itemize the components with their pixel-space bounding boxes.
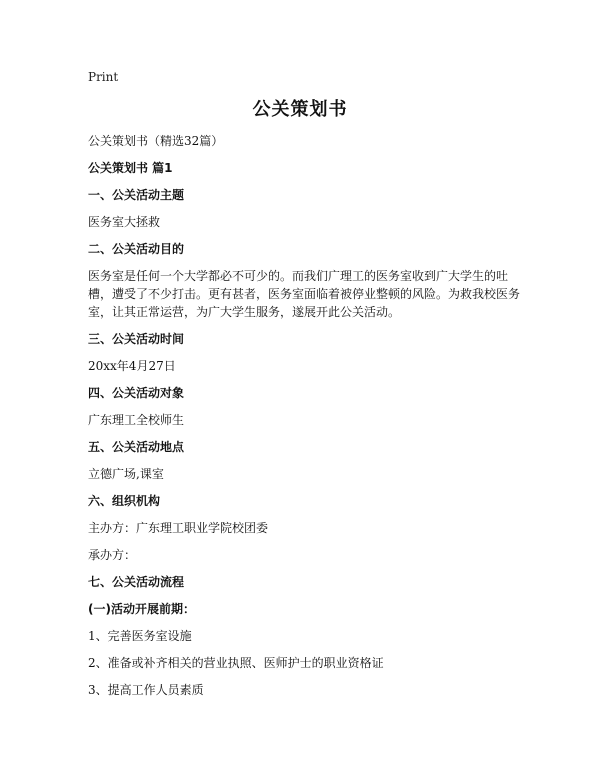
purpose-paragraph: 医务室是任何一个大学都必不可少的。而我们广理工的医务室收到广大学生的吐槽，遭受了不少打击。更有甚者，医务室面临着被停业整顿的风险。为救我校医务室，让其正常运营，为广大学生服务，遂展开此公关活动。 xyxy=(88,269,521,319)
section-heading-part1: 公关策划书 篇1 xyxy=(88,161,173,175)
list-item: 2、准备或补齐相关的营业执照、医师护士的职业资格证 xyxy=(88,656,384,670)
print-label: Print xyxy=(88,70,119,84)
location-text: 立德广场,课室 xyxy=(88,467,164,481)
theme-text: 医务室大拯救 xyxy=(88,215,161,229)
section-heading-organization: 六、组织机构 xyxy=(88,494,161,508)
document-title: 公关策划书 xyxy=(252,99,348,120)
time-text: 20xx年4月27日 xyxy=(88,359,176,373)
section-heading-time: 三、公关活动时间 xyxy=(88,332,185,346)
co-organizer-text: 承办方： xyxy=(88,548,137,562)
subsection-heading-pre-activity: (一)活动开展前期： xyxy=(88,602,195,616)
document-body xyxy=(88,132,522,708)
audience-text: 广东理工全校师生 xyxy=(88,413,185,427)
organizer-text: 主办方：广东理工职业学院校团委 xyxy=(88,521,269,535)
section-heading-purpose: 二、公关活动目的 xyxy=(88,242,185,256)
section-heading-location: 五、公关活动地点 xyxy=(88,440,185,454)
subtitle-text: 公关策划书（精选32篇） xyxy=(88,134,224,148)
list-item: 1、完善医务室设施 xyxy=(88,629,192,643)
section-heading-theme: 一、公关活动主题 xyxy=(88,188,185,202)
list-item: 3、提高工作人员素质 xyxy=(88,683,204,697)
section-heading-audience: 四、公关活动对象 xyxy=(88,386,185,400)
section-heading-process: 七、公关活动流程 xyxy=(88,575,185,589)
